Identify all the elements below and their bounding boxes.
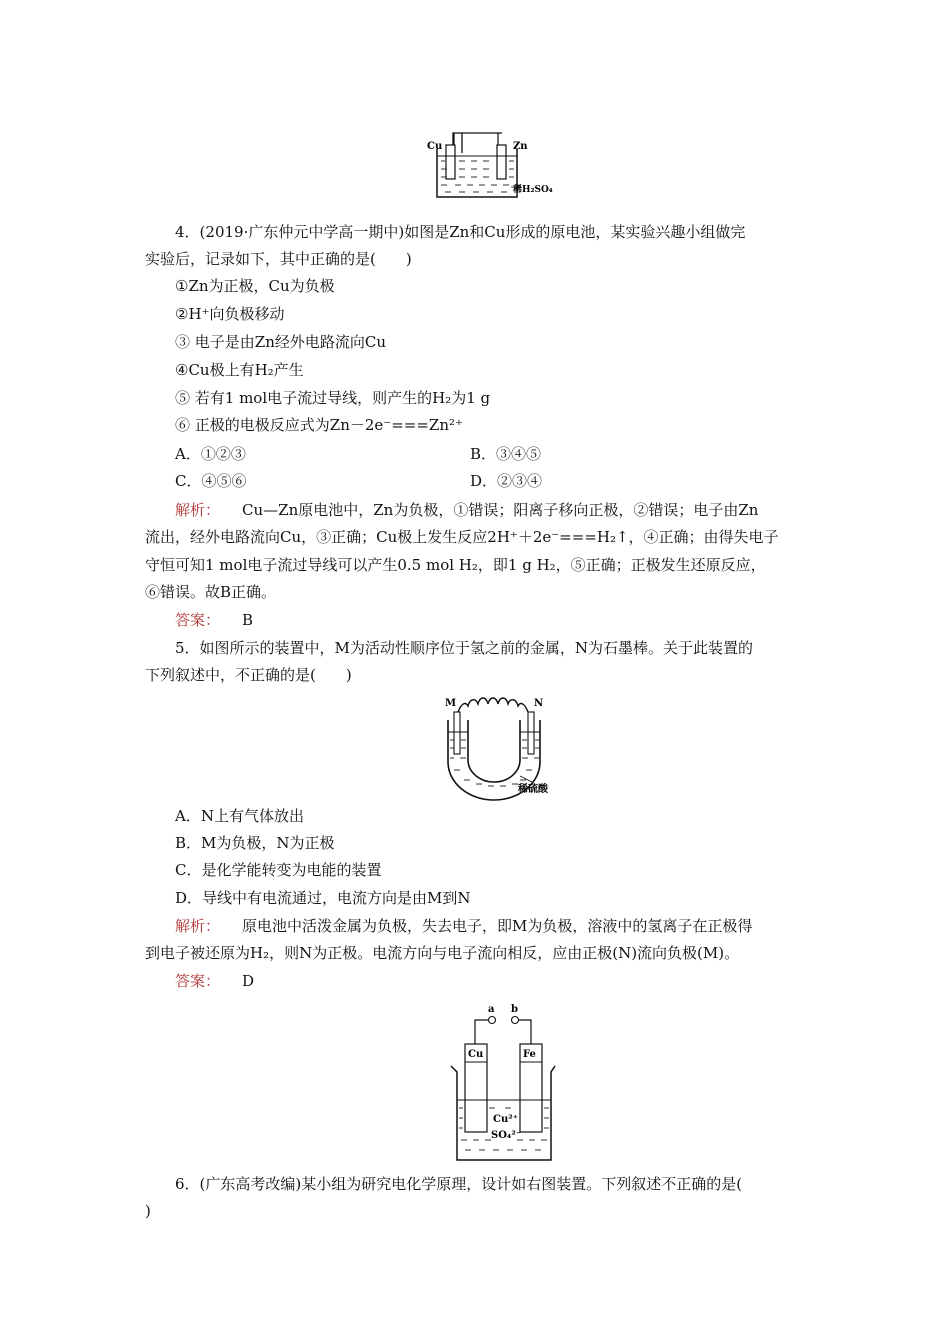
q5-answer-value: D [242, 972, 255, 990]
q5-answer-label: 答案： [175, 972, 221, 990]
fig1-solution-label: 稀H₂SO₄ [513, 185, 553, 195]
q5-analysis-label: 解析： [175, 917, 221, 935]
q4-analysis-line2: 流出，经外电路流向Cu，③正确；Cu极上发生反应2H⁺＋2e⁻===H₂↑，④正确；由得失电子 [145, 528, 779, 546]
q5-answer [175, 971, 254, 991]
figure-cu-fe-beaker [445, 1000, 565, 1165]
q4-item-5: ⑤ 若有1 mol电子流过导线，则产生的H₂为1 g [175, 389, 491, 407]
fig1-cu-label: Cu [427, 141, 443, 152]
q5-analysis-line2: 到电子被还原为H₂，则N为正极。电流方向与电子流向相反，应由正极(N)流向负极(M)。 [145, 944, 740, 962]
q4-analysis-line4: ⑥错误。故B正确。 [145, 583, 277, 601]
q5-option-d: D．导线中有电流通过，电流方向是由M到N [175, 889, 471, 907]
q4-item-6: ⑥ 正极的电极反应式为Zn－2e⁻===Zn²⁺ [175, 416, 463, 434]
fig2-solution-label: 稀硫酸 [518, 784, 548, 795]
q4-item-2: ②H⁺向负极移动 [175, 305, 285, 323]
q4-option-b: B．③④⑤ [470, 445, 542, 463]
fig3-b-label: b [511, 1004, 518, 1015]
fig1-zn-label: Zn [513, 141, 528, 152]
q4-analysis-text-1: Cu—Zn原电池中，Zn为负极，①错误；阳离子移向正极，②错误；电子由Zn [242, 501, 759, 519]
fig3-ion1-label: Cu²⁺ [493, 1114, 518, 1125]
figure-cu-zn-cell [425, 125, 553, 205]
q4-stem-line2: 实验后，记录如下，其中正确的是( ) [145, 250, 412, 268]
q4-item-1: ①Zn为正极，Cu为负极 [175, 277, 335, 295]
q4-analysis-label: 解析： [175, 501, 221, 519]
fig3-ion2-label: SO₄²⁻ [491, 1130, 521, 1141]
q4-answer-label: 答案： [175, 611, 221, 629]
q5-stem-line2: 下列叙述中，不正确的是( ) [145, 666, 352, 684]
fig2-m-label: M [445, 698, 457, 709]
fig3-fe-label: Fe [523, 1049, 536, 1060]
fig3-cu-label: Cu [468, 1049, 484, 1060]
q6-stem-line2: ) [145, 1202, 151, 1220]
fig3-a-label: a [488, 1004, 495, 1015]
q4-item-4: ④Cu极上有H₂产生 [175, 361, 304, 379]
q5-option-c: C．是化学能转变为电能的装置 [175, 861, 382, 879]
q5-analysis-line1 [175, 916, 752, 936]
q4-option-a: A．①②③ [175, 445, 246, 463]
q4-option-c: C．④⑤⑥ [175, 472, 247, 490]
q6-stem-line1: 6．(广东高考改编)某小组为研究电化学原理，设计如右图装置。下列叙述不正确的是( [175, 1175, 743, 1193]
q4-item-3: ③ 电子是由Zn经外电路流向Cu [175, 333, 386, 351]
q5-analysis-text-1: 原电池中活泼金属为负极，失去电子，即M为负极，溶液中的氢离子在正极得 [242, 917, 753, 935]
figure-u-tube-cell [440, 692, 560, 800]
q5-option-a: A．N上有气体放出 [175, 807, 304, 825]
q4-answer [175, 610, 253, 630]
fig2-n-label: N [534, 698, 544, 709]
q4-option-d: D．②③④ [470, 472, 543, 490]
q4-analysis-line3: 守恒可知1 mol电子流过导线可以产生0.5 mol H₂，即1 g H₂，⑤正确；正极发生还原反应， [145, 556, 766, 574]
q5-option-b: B．M为负极，N为正极 [175, 834, 335, 852]
q5-stem-line1: 5．如图所示的装置中，M为活动性顺序位于氢之前的金属，N为石墨棒。关于此装置的 [175, 639, 754, 657]
q4-analysis-line1 [175, 500, 758, 520]
q4-answer-value: B [242, 611, 254, 629]
q4-stem-line1: 4．(2019·广东仲元中学高一期中)如图是Zn和Cu形成的原电池，某实验兴趣小组做完 [175, 223, 746, 241]
